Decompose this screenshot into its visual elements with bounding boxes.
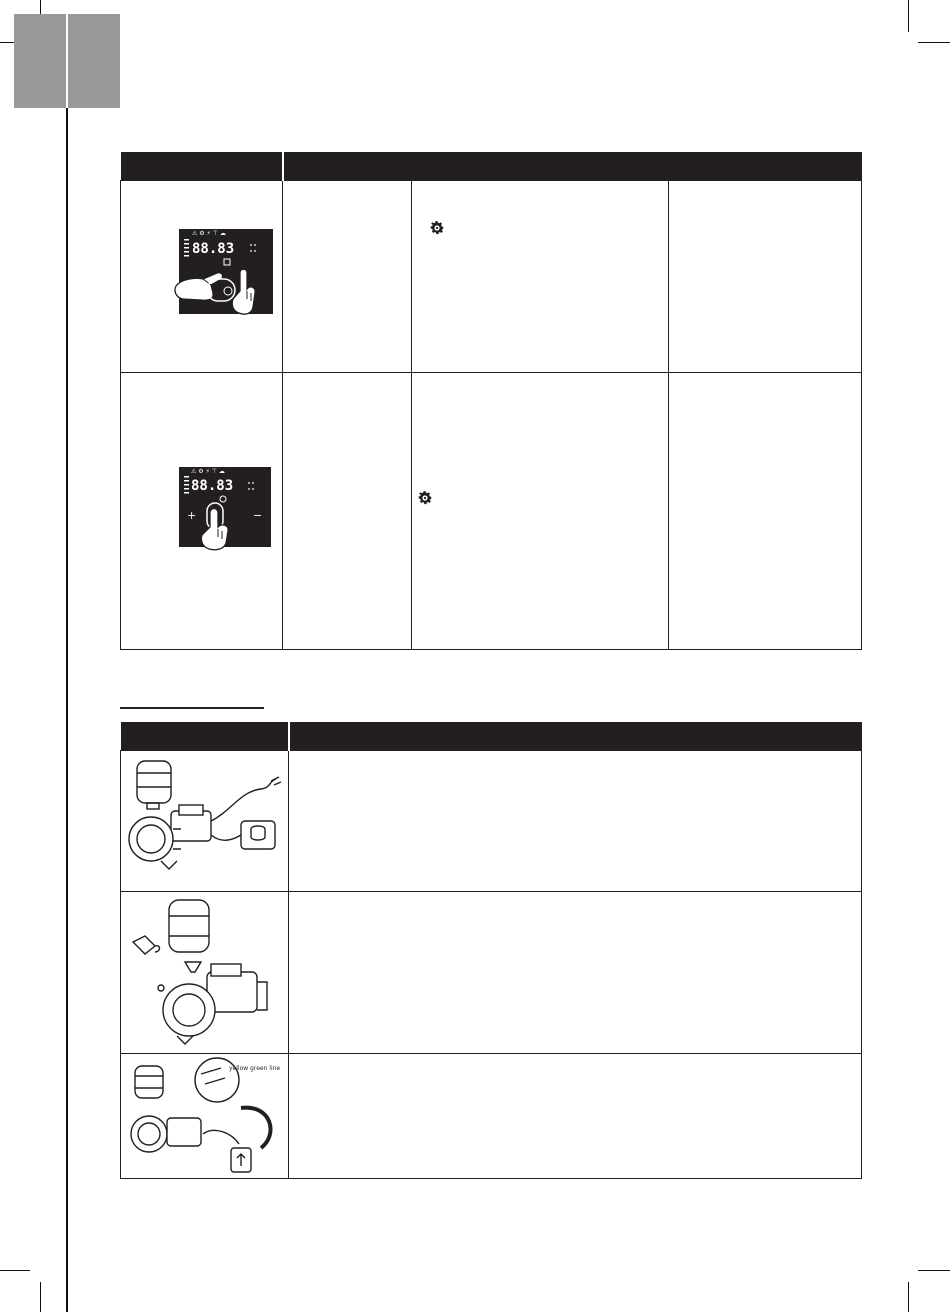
control-panel-two-finger-press-illustration xyxy=(121,181,281,371)
table-cell xyxy=(669,181,862,373)
illustration-cell xyxy=(121,1054,289,1179)
crop-mark xyxy=(918,1270,950,1271)
crop-mark xyxy=(0,1270,30,1271)
table-cell xyxy=(289,892,862,1054)
svg-text:⚠ ⚙ ⚡ ⊤ ☁: ⚠ ⚙ ⚡ ⊤ ☁ xyxy=(191,468,225,475)
pump-priming-with-water-jug-illustration xyxy=(121,892,287,1052)
table-cell xyxy=(412,181,669,373)
control-panel-table xyxy=(120,152,862,650)
table-row xyxy=(121,373,862,650)
table-cell xyxy=(669,373,862,650)
control-panel-center-press-illustration xyxy=(121,373,281,648)
header-cell xyxy=(289,722,862,751)
pump-with-tank-plugged-in-illustration xyxy=(121,751,287,889)
header-cell xyxy=(283,152,862,181)
crop-mark xyxy=(40,1282,41,1312)
table-cell xyxy=(412,373,669,650)
illustration-cell xyxy=(121,751,289,892)
display-readout: 88.83 xyxy=(192,241,235,257)
table-row xyxy=(121,1054,862,1179)
table-header-row xyxy=(121,722,862,751)
illustration-cell xyxy=(121,892,289,1054)
crop-mark xyxy=(908,0,909,32)
gear-icon xyxy=(428,219,446,237)
header-cell xyxy=(121,152,283,181)
table-cell xyxy=(283,181,412,373)
display-readout: 88.83 xyxy=(191,478,234,494)
table-cell xyxy=(289,751,862,892)
installation-table xyxy=(120,722,862,1179)
table-row xyxy=(121,181,862,373)
table-cell xyxy=(283,373,412,650)
crop-mark xyxy=(918,42,950,43)
margin-rule xyxy=(66,108,68,1312)
illustration-cell xyxy=(121,181,283,373)
table-row xyxy=(121,751,862,892)
plus-button-label: + xyxy=(187,509,197,522)
wire-label: yellow green line xyxy=(229,1065,281,1072)
svg-text:⚠ ⚙ ⚡ ⊤ ☁: ⚠ ⚙ ⚡ ⊤ ☁ xyxy=(192,230,226,237)
gear-icon xyxy=(416,489,434,507)
section-heading-underline xyxy=(120,707,264,709)
crop-mark xyxy=(908,1282,909,1312)
illustration-cell xyxy=(121,373,283,650)
table-cell xyxy=(289,1054,862,1179)
minus-button-label: − xyxy=(253,509,263,522)
table-header-row xyxy=(121,152,862,181)
chapter-tab-divider xyxy=(66,14,68,108)
table-row xyxy=(121,892,862,1054)
pump-ground-wiring-illustration xyxy=(121,1054,287,1176)
header-cell xyxy=(121,722,289,751)
